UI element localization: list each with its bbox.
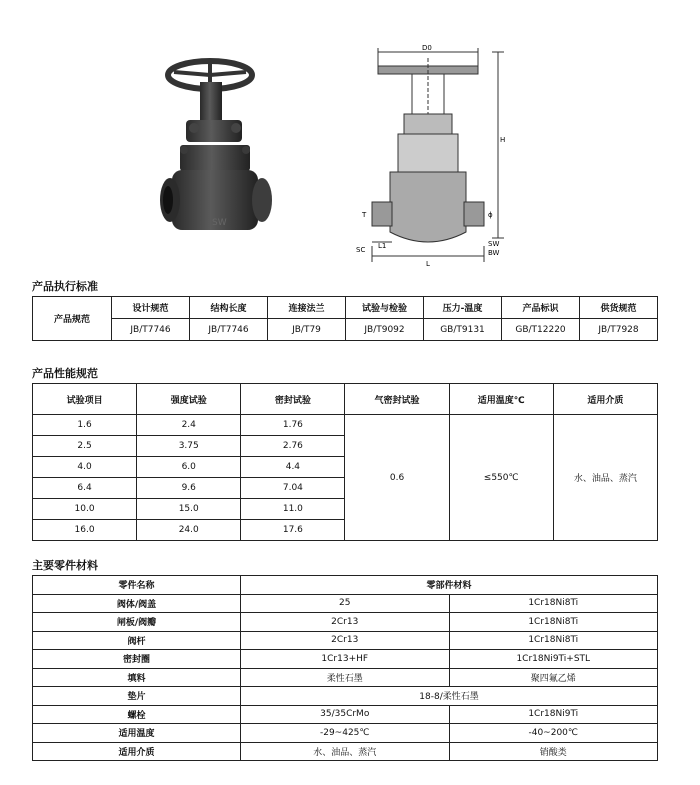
label-l1: L1: [378, 242, 387, 250]
temperature-value: ≤550℃: [449, 415, 553, 541]
part-name: 闸板/阀瓣: [33, 613, 241, 632]
table-cell: 2.4: [137, 415, 241, 436]
standards-table: [32, 296, 658, 341]
part-name: 密封圈: [33, 650, 241, 669]
header-part-name: 零件名称: [33, 576, 241, 595]
value-test: JB/T9092: [346, 319, 424, 341]
section-title-materials: 主要零件材料: [32, 559, 98, 572]
col-test: 试验与检验: [346, 297, 424, 319]
table-cell: 3.75: [137, 436, 241, 457]
col-pressure: 压力-温度: [424, 297, 502, 319]
section-title-standards: 产品执行标准: [32, 280, 98, 293]
performance-table: [32, 383, 658, 541]
table-cell: 10.0: [33, 499, 137, 520]
material-a: 1Cr13+HF: [241, 650, 450, 669]
materials-table: [32, 575, 658, 761]
header-test-item: 试验项目: [33, 384, 137, 415]
value-marking: GB/T12220: [502, 319, 580, 341]
value-flange: JB/T79: [268, 319, 346, 341]
material-b: 1Cr18Ni9Ti+STL: [449, 650, 658, 669]
table-cell: 17.6: [241, 520, 345, 541]
table-cell: 16.0: [33, 520, 137, 541]
col-supply: 供货规范: [580, 297, 658, 319]
table-cell: 24.0: [137, 520, 241, 541]
label-h: H: [500, 136, 506, 144]
label-sw: SW: [488, 240, 500, 248]
value-supply: JB/T7928: [580, 319, 658, 341]
table-cell: 15.0: [137, 499, 241, 520]
svg-text:SW: SW: [212, 218, 227, 228]
col-marking: 产品标识: [502, 297, 580, 319]
material-a: 35/35CrMo: [241, 705, 450, 724]
section-title-performance: 产品性能规范: [32, 367, 98, 380]
part-name: 螺栓: [33, 705, 241, 724]
material-a: 柔性石墨: [241, 668, 450, 687]
material-b: 销酸类: [449, 742, 658, 761]
table-cell: 2.76: [241, 436, 345, 457]
table-cell: 6.4: [33, 478, 137, 499]
label-l: L: [426, 260, 430, 268]
header-air-seal: 气密封试验: [345, 384, 449, 415]
air-seal-value: 0.6: [345, 415, 449, 541]
label-t: T: [362, 211, 367, 219]
material-b: 1Cr18Ni8Ti: [449, 613, 658, 632]
value-design: JB/T7746: [112, 319, 190, 341]
material-span: 18-8/柔性石墨: [241, 687, 658, 706]
table-cell: 6.0: [137, 457, 241, 478]
label-phi: ϕ: [488, 211, 493, 219]
value-length: JB/T7746: [190, 319, 268, 341]
table-cell: 1.76: [241, 415, 345, 436]
table-cell: 4.4: [241, 457, 345, 478]
material-a: 2Cr13: [241, 631, 450, 650]
material-b: 聚四氟乙烯: [449, 668, 658, 687]
table-cell: 9.6: [137, 478, 241, 499]
table-cell: 1.6: [33, 415, 137, 436]
label-bw: BW: [488, 249, 500, 257]
col-design: 设计规范: [112, 297, 190, 319]
material-b: 1Cr18Ni9Ti: [449, 705, 658, 724]
part-name: 填料: [33, 668, 241, 687]
col-flange: 连接法兰: [268, 297, 346, 319]
label-sc: SC: [356, 246, 366, 254]
medium-value: 水、油品、蒸汽: [553, 415, 657, 541]
col-length: 结构长度: [190, 297, 268, 319]
material-b: 1Cr18Ni8Ti: [449, 594, 658, 613]
header-part-material: 零部件材料: [241, 576, 658, 595]
header-temperature: 适用温度℃: [449, 384, 553, 415]
material-b: 1Cr18Ni8Ti: [449, 631, 658, 650]
row-header-spec: 产品规范: [33, 297, 112, 341]
table-cell: 7.04: [241, 478, 345, 499]
material-a: -29~425℃: [241, 724, 450, 743]
table-cell: 11.0: [241, 499, 345, 520]
part-name: 阀体/阀盖: [33, 594, 241, 613]
header-medium: 适用介质: [553, 384, 657, 415]
header-seal: 密封试验: [241, 384, 345, 415]
label-d0: D0: [422, 44, 432, 52]
table-cell: 2.5: [33, 436, 137, 457]
part-name: 阀杆: [33, 631, 241, 650]
part-name: 垫片: [33, 687, 241, 706]
header-strength: 强度试验: [137, 384, 241, 415]
part-name: 适用温度: [33, 724, 241, 743]
value-pressure: GB/T9131: [424, 319, 502, 341]
valve-technical-drawing: [352, 42, 512, 270]
material-a: 25: [241, 594, 450, 613]
valve-photo: [150, 50, 340, 260]
material-a: 水、油品、蒸汽: [241, 742, 450, 761]
table-cell: 4.0: [33, 457, 137, 478]
part-name: 适用介质: [33, 742, 241, 761]
material-b: -40~200℃: [449, 724, 658, 743]
material-a: 2Cr13: [241, 613, 450, 632]
